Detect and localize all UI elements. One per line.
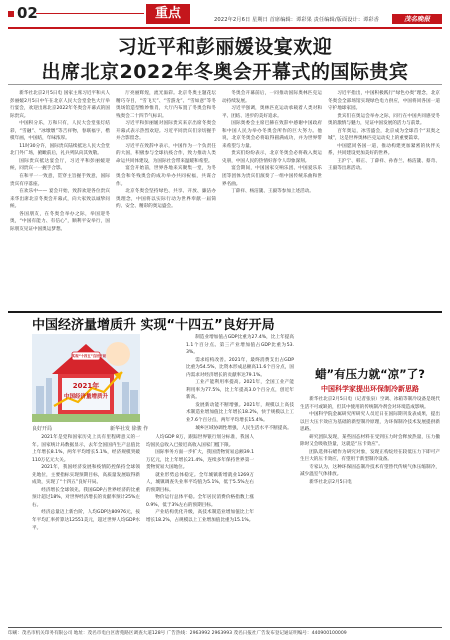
paragraph: 习近平强调，奥林匹克运动承载着人类对和平、团结、进步的美好追求。 — [222, 106, 322, 119]
paragraph: 宴会开始前，世界各地来宾聚集一堂，为冬奥会和冬残奥会的成功举办共同祝福，共谋合作。 — [116, 166, 216, 187]
illustration-banner: 实现“十四五”良好开局 — [72, 354, 107, 358]
paragraph: 专家认为，这种环保固态制冷技术有望替代传统气体压缩制冷，减少温室气体排放。 — [300, 464, 440, 478]
dateline: 2022年2月6日 星期日 首席编辑：谭彩果 责任编辑/版面设计：谭彩香 — [214, 17, 379, 23]
lead-column-4 — [328, 90, 440, 306]
side-headline: 蜡”有压力就“凉”了? — [315, 367, 425, 381]
economy-headline: 中国经济量增质升 实现“十四五”良好开局 — [32, 318, 275, 333]
paragraph: 在欢乐中—— 宴会开始，致辞欢迎各位贵宾来华出席北京冬奥会开幕式，向大家致以诚挚问候。 — [10, 189, 110, 210]
paragraph: 习近平在致辞中表示，中国作为一个负责任的大国，积极参与全球抗疫合作，致力推动人类命运共同体建设，为国际社会带来温暖和希望。 — [116, 143, 216, 164]
lead-column-1 — [10, 90, 110, 306]
paragraph: 北京冬奥会坚持绿色、共享、开放、廉洁办奥理念，中国将以实际行动为世界奉献一届简约、安全、精彩的奥运盛会。 — [116, 189, 216, 210]
headline-divider — [8, 84, 442, 85]
paragraph: 物价运行总体平稳。全年居民消费价格指数上涨0.9%，低于3%左右的预期目标。 — [146, 495, 254, 508]
paragraph: 在和平一一致意，贯穿主旨握手致意，国际贵宾有序落座。 — [10, 174, 110, 187]
illustration-caption: 良好开局 — [32, 426, 53, 432]
paragraph: 新华社北京2月5日电（记者张泉）空调、冰箱等制冷设备是现代生活不可或缺的，但其中使用的传统制冷剂会对环境造成影响。 — [300, 397, 440, 410]
lead-column-2 — [116, 90, 216, 306]
paragraph: 贵宾们在奥运会举办之际，同行在中国共同感受冬奥的激情与魅力，见证中国发展的活力与前景。 — [328, 113, 440, 127]
masthead — [0, 0, 450, 28]
paragraph: 厅亮丽辉煌，流光溢彩。北京冬奥主题花坛精巧夺目，“雪飞天”、“雪游龙”、“雪如意”等冬奥场馆造型惟妙惟肖，大厅内布置了冬奥会和冬残奥会二十四节气标识。 — [116, 91, 216, 119]
paragraph: 11时30分许，国际贵宾陆续抵达人民大会堂北门外广场，俯瞰前后，礼兵列队向其致敬。 — [10, 143, 110, 157]
economy-column-1 — [32, 434, 140, 624]
paragraph: 工业产能利用率提高。2021年，全国工业产能利用率为77.5%，比上年提高3.0个百分点，创近年新高。 — [186, 380, 294, 401]
illustration-credit: 新华社发 徐骏 作 — [110, 426, 149, 432]
paragraph: 团队选择石蜡作为研究对象，发现正构烷烃在较低压力下即可产生巨大的压卡效应，有望用于新型制冷设备。 — [300, 449, 440, 463]
house-growth-illustration — [32, 334, 140, 422]
paragraph: 中国愿同各国一道，推动构建更加紧密的伙伴关系，共同建设更加美好的世界。 — [328, 143, 440, 157]
footer-imprint: 印刷：茂名市机关印务有限公司 地址：茂名市电白区唐苑路区调查大道128号 广告热线：2963992 2963993 茂名日报社广告发布登记通证明编号：440900100009 — [8, 627, 442, 636]
paragraph: 中国积分乐，万和只有，人民大会堂张灯结彩，“雪融”、“冰墩墩”等吉祥物，春联福字，楷模年画，中国结，年味浓厚。 — [10, 121, 110, 142]
paragraph: 制造业增加值占GDP比重为27.4%，比上年提高1.1个百分点。第三产业增加值占GDP比重为53.3%。 — [186, 335, 294, 356]
paragraph: 各国朋友，在冬奥会举办之际，举国迎冬奥，“中国有能力、有信心”，顺利平安举行，国际朋友见证中国奥运梦想。 — [10, 211, 110, 232]
side-subheadline: 中国科学家提出环保制冷新思路 — [321, 385, 419, 393]
paragraph: 发展新动能不断增强。2021年，规模以上高技术制造业增加值比上年增长18.2%，快于规模以上工业7.6个百分点，两年平均增长15.4%。 — [186, 402, 294, 424]
paragraph: 习近平和彭丽媛对国际贵宾来京出席冬奥会开幕式表示热烈欢迎。习近平同贵宾们亲切握手并合影留念。 — [116, 121, 216, 142]
paragraph: 国际奥委会主席巴赫在致辞中感谢中国政府和中国人民为举办冬奥会所作的巨大努力。他说，北京冬奥会必将取得圆满成功，并为世界带来希望与力量。 — [222, 121, 322, 149]
paragraph: 国际事务方面一步扩大，我国货物贸易总额39.1万亿元，比上年增长21.4%，连续多年保持世界第一货物贸易大国地位。 — [146, 450, 254, 471]
paragraph: 产业结构优化升级，高技术制造业增加值比上年增长18.2%，占规模以上工业增加值比重为15.1%。 — [146, 510, 254, 524]
paragraph: 冬奥会开幕前后，一同推动国际奥林匹克运动持续发展。 — [222, 91, 322, 104]
paper-logo: 茂名晚报 — [392, 14, 442, 24]
side-column — [300, 396, 440, 624]
paragraph: 丁薛祥、杨洁篪、王毅等参加上述活动。 — [231, 189, 314, 195]
paragraph: 习近平指出，中国积极践行“绿色办奥”理念，北京冬奥会全部场馆实现绿色电力供应，中国将同各国一道守护地球家园。 — [328, 91, 440, 112]
economy-section-rule — [8, 311, 442, 313]
page-number — [8, 4, 38, 22]
paragraph: 人均GDP 8万，跟踪世界银行划分标准，我国人均国民总收入已接近高收入国家门槛下限。 — [146, 435, 254, 448]
paragraph: 2021年，我国经济发展和疫情防控保持全球领先地位，主要指标实现预期目标，高质量发展取得新成效，实现了“十四五”良好开局。 — [32, 465, 140, 486]
paragraph: 2021年是党和国家历史上具有里程碑意义的一年。国家统计局数据显示，去年全国国内生产总值比上年增长8.1%，两年平均增长5.1%，经济规模突破110万亿元大关。 — [32, 435, 140, 463]
paragraph: 宴会期间，中国国家交响乐团、中国爱乐乐团等团体为贵宾们演奏了一组中国传统乐曲和世界名曲。 — [222, 166, 322, 187]
paragraph: 贵宾们纷纷表示，北京冬奥会必将载入奥运史册，中国人民的热情好客令人印象深刻。 — [222, 151, 322, 164]
economy-column-3 — [186, 334, 294, 624]
paragraph: 新华社北京2月5日电 国家主席习近平和夫人彭丽媛2月5日中午在北京人民大会堂金色大厅举行宴会，欢迎出席北京2022年冬奥会开幕式的国际贵宾。 — [10, 91, 110, 119]
paragraph: 研究团队发现，某些固态材料在受到压力时会释放热量，压力撤除时又会吸收热量，这就是“压卡效应”。 — [300, 434, 440, 448]
paragraph: 经济增长全球领先。我国GDP占世界经济的比重预计超过18%，对世界经济增长的贡献率预计25%左右。 — [32, 487, 140, 508]
paragraph: 需求结构改善。2021年，最终消费支出占GDP比重为54.5%，比资本形成总额高11.6个百分点，国内需求对经济增长的贡献率达79.1%。 — [186, 357, 294, 378]
paragraph: 新华社北京2月5日电 — [309, 480, 352, 486]
paragraph: 城乡区域协调性增强，人民生活水平不断提高。 — [195, 425, 292, 431]
paragraph: 王沪宁、韩正、丁薛祥、孙春兰、杨洁篪、蔡奇、王毅等出席活动。 — [328, 158, 440, 172]
illustration-year: 2021年 — [72, 382, 100, 390]
paragraph: 中国科学院金属研究所研究人员近日在国际期刊发表成果，提出以巨大压卡效应为基础的新型制冷原理，为环保制冷技术发展提供新思路。 — [300, 412, 440, 433]
paragraph: 经济总量迈上新台阶，人均GDP达80976元，按年平均汇率折算达12551美元，超过世界人均GDP水平。 — [32, 510, 140, 531]
lead-column-3 — [222, 90, 322, 306]
page-number-text: 02 — [17, 4, 38, 22]
economy-illustration — [32, 334, 140, 422]
header-rule — [36, 13, 144, 14]
paragraph: 百年奥运，冰雪盛会，北京成为全球首个“双奥之城”，这是世界奥林匹克运动史上的重要篇章。 — [328, 128, 440, 142]
paragraph: 国际贵宾抵达宴会厅，习近平和彭丽媛迎候，同贵宾一一握手合影。 — [10, 158, 110, 172]
paragraph: 就业形势总体稳定。全年城镇新增就业1269万人，城镇调查失业率平均值为5.1%，低于5.5%左右的预期目标。 — [146, 472, 254, 493]
lead-headline-line2: 出席北京2022年冬奥会开幕式的国际贵宾 — [41, 61, 409, 83]
section-label: 重点 — [146, 4, 190, 24]
page-number-marker-icon — [8, 11, 14, 17]
lead-headline-line1: 习近平和彭丽媛设宴欢迎 — [117, 36, 333, 58]
illustration-main-text: 中国经济量增质升 — [63, 394, 108, 400]
masthead-divider — [8, 27, 442, 29]
